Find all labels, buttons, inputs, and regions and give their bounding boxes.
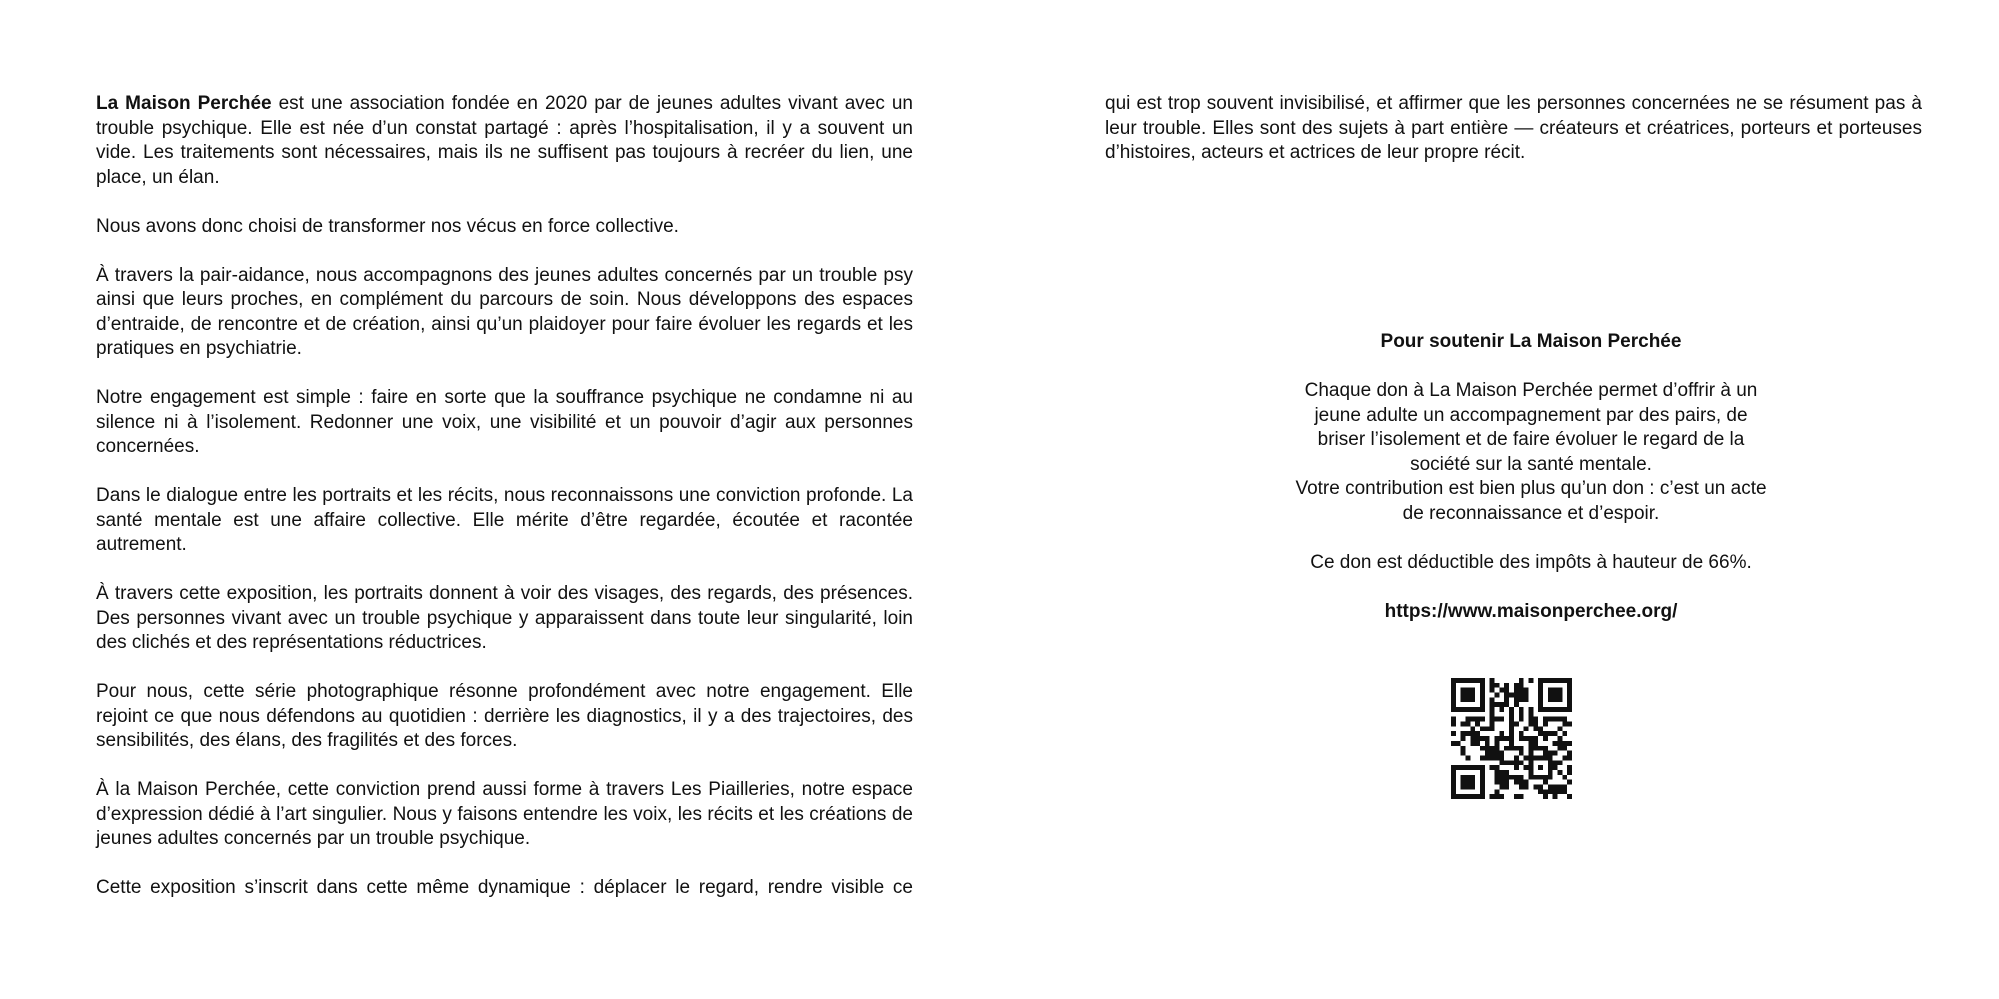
support-section [1255,330,1807,624]
support-body-donation: Chaque don à La Maison Perchée permet d’offrir à un jeune adulte un accompagnement par des pairs, de briser l’isolement et de faire évoluer le regard de la société sur la santé mentale. [1304,380,1758,475]
support-heading: Pour soutenir La Maison Perchée [1380,331,1682,352]
tax-deduction-note: Ce don est déductible des impôts à hauteur de 66%. [1310,551,1752,573]
paragraph-peer-support: À travers la pair-aidance, nous accompagnons des jeunes adultes concernés par un trouble psy ainsi que leurs proches, en complément du parcours de soin. Nous développons des espaces d’entraide, de rencontre et de création, ainsi qu’un plaidoyer pour faire évoluer les regards et les pratiques en psychiatrie. [96,264,913,359]
intro-paragraph [96,92,913,190]
qr-code-icon[interactable] [1451,678,1572,799]
support-body-contribution: Votre contribution est bien plus qu’un don : c’est un acte de reconnaissance et d’espoir. [1295,478,1767,524]
left-column [96,92,913,901]
paragraph-dialogue: Dans le dialogue entre les portraits et les récits, nous reconnaissons une conviction profonde. La santé mentale est une affaire collective. Elle mérite d’être regardée, écoutée et racontée autrement. [96,485,913,555]
paragraph-exhibition: À travers cette exposition, les portraits donnent à voir des visages, des regards, des présences. Des personnes vivant avec un trouble psychique y apparaissent dans toute leur singularité, loin des clichés et des représentations réductrices. [96,583,913,653]
paragraph-dynamic-start: Cette exposition s’inscrit dans cette même dynamique : déplacer le regard, rendre visible ce [96,877,913,898]
organization-name: La Maison Perchée [96,93,272,114]
website-link[interactable]: https://www.maisonperchee.org/ [1384,600,1678,622]
paragraph-engagement: Notre engagement est simple : faire en sorte que la souffrance psychique ne condamne ni au silence ni à l’isolement. Redonner une voix, une visibilité et un pouvoir d’agir aux personnes concernées. [96,387,913,457]
paragraph-dynamic-continuation: qui est trop souvent invisibilisé, et affirmer que les personnes concernées ne se résument pas à leur trouble. Elles sont des sujets à part entière — créateurs et créatrices, porteurs et porteuses d’histoires, acteurs et actrices de leur propre récit. [1105,93,1922,163]
right-column [1105,92,1922,166]
paragraph-piailleries: À la Maison Perchée, cette conviction prend aussi forme à travers Les Piailleries, notre espace d’expression dédié à l’art singulier. Nous y faisons entendre les voix, les récits et les créations de jeunes adultes concernés par un trouble psychique. [96,779,913,849]
paragraph-photo-series: Pour nous, cette série photographique résonne profondément avec notre engagement. Elle rejoint ce que nous défendons au quotidien : derrière les diagnostics, il y a des trajectoires, des sensibilités, des élans, des fragilités et des forces. [96,681,913,751]
support-body [1291,379,1771,526]
paragraph-collective-force: Nous avons donc choisi de transformer nos vécus en force collective. [96,215,679,237]
intro-text: est une association fondée en 2020 par de jeunes adultes vivant avec un trouble psychique. Elle est née d’un constat partagé : après l’hospitalisation, il y a souvent un vide. Les traitements sont nécessaires, mais ils ne suffisent pas toujours à recréer du lien, une place, un élan. [96,93,913,188]
